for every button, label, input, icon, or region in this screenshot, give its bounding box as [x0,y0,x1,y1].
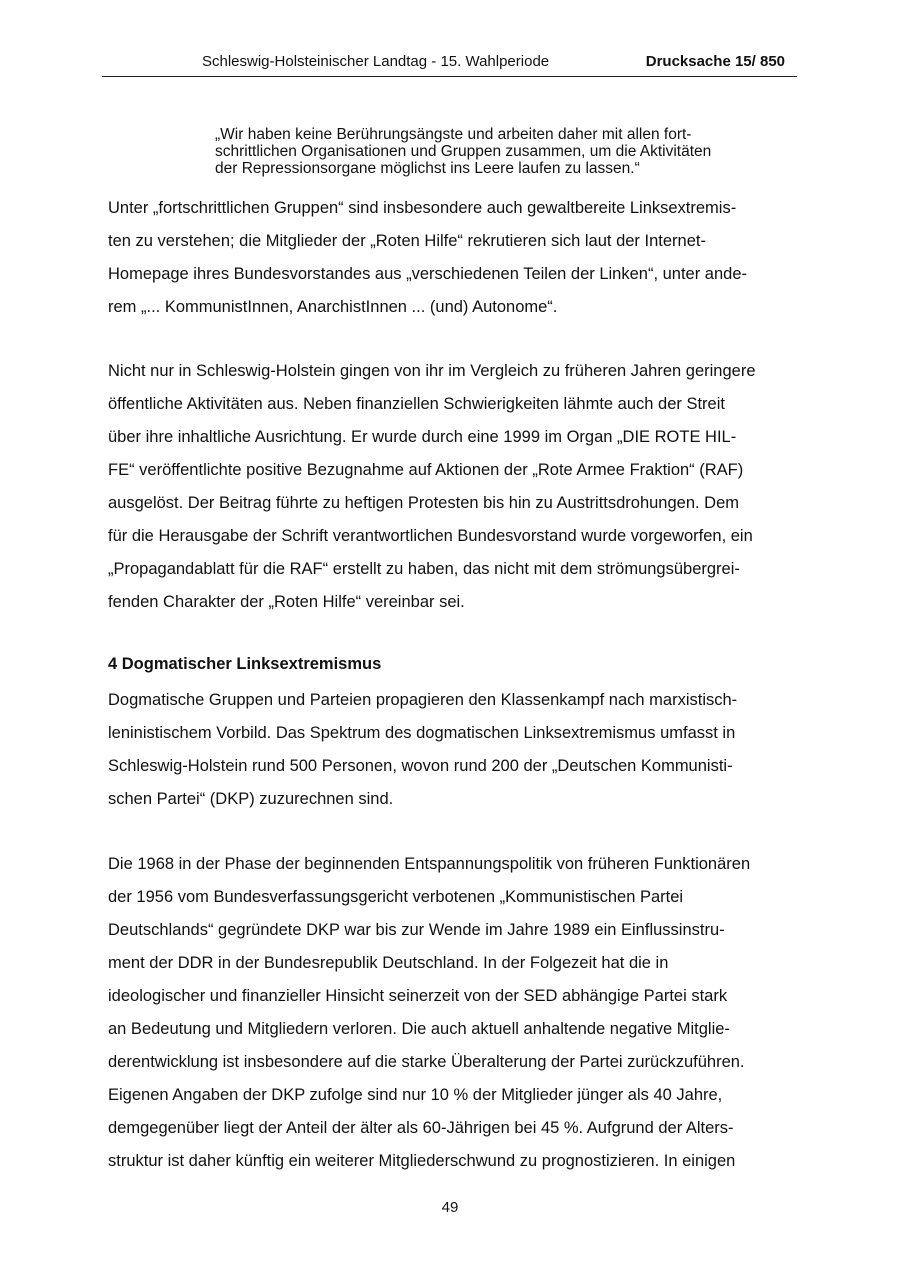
section-heading: 4 Dogmatischer Linksextremismus [108,655,382,673]
text-line: Schleswig-Holstein rund 500 Personen, wovon rund 200 der „Deutschen Kommunisti- [108,757,733,775]
text-line: an Bedeutung und Mitgliedern verloren. Die auch aktuell anhaltende negative Mitglie- [108,1020,730,1038]
text-line: ideologischer und finanzieller Hinsicht seinerzeit von der SED abhängige Partei stark [108,987,728,1005]
text-line: ausgelöst. Der Beitrag führte zu heftigen Protesten bis hin zu Austrittsdrohungen. Dem [108,494,740,512]
header-title: Schleswig-Holsteinischer Landtag - 15. Wahlperiode [202,53,550,70]
text-line: schen Partei“ (DKP) zuzurechnen sind. [108,790,394,808]
quote-line: schrittlichen Organisationen und Gruppen zusammen, um die Aktivitäten [215,143,712,160]
quote-line: der Repressionsorgane möglichst ins Leere laufen zu lassen.“ [215,160,640,177]
paragraph-dogmatic-groups [108,684,808,816]
quote-line: „Wir haben keine Berührungsängste und arbeiten daher mit allen fort- [215,126,692,143]
text-line: Nicht nur in Schleswig-Holstein gingen von ihr im Vergleich zu früheren Jahren geringere [108,362,756,380]
text-line: rem „... KommunistInnen, AnarchistInnen ... (und) Autonome“. [108,298,558,316]
page-number: 49 [441,1199,459,1216]
text-line: Die 1968 in der Phase der beginnenden Entspannungspolitik von früheren Funktionären [108,855,751,873]
block-quote [215,126,795,177]
paragraph-dkp-history [108,848,808,1178]
text-line: ten zu verstehen; die Mitglieder der „Roten Hilfe“ rekrutieren sich laut der Internet- [108,232,706,250]
text-line: struktur ist daher künftig ein weiterer Mitgliederschwund zu prognostizieren. In einigen [108,1152,736,1170]
text-line: FE“ veröffentlichte positive Bezugnahme auf Aktionen der „Rote Armee Fraktion“ (RAF) [108,461,744,479]
text-line: der 1956 vom Bundesverfassungsgericht verbotenen „Kommunistischen Partei [108,888,684,906]
text-line: für die Herausgabe der Schrift verantwortlichen Bundesvorstand wurde vorgeworfen, ein [108,527,753,545]
text-line: Unter „fortschrittlichen Gruppen“ sind insbesondere auch gewaltbereite Linksextremis- [108,199,737,217]
text-line: öffentliche Aktivitäten aus. Neben finanziellen Schwierigkeiten lähmte auch der Streit [108,395,725,413]
text-line: Deutschlands“ gegründete DKP war bis zur Wende im Jahre 1989 ein Einflussinstru- [108,921,725,939]
text-line: leninistischem Vorbild. Das Spektrum des dogmatischen Linksextremismus umfasst in [108,724,736,742]
text-line: über ihre inhaltliche Ausrichtung. Er wurde durch eine 1999 im Organ „DIE ROTE HIL- [108,428,737,446]
text-line: fenden Charakter der „Roten Hilfe“ vereinbar sei. [108,593,465,611]
text-line: demgegenüber liegt der Anteil der älter als 60-Jährigen bei 45 %. Aufgrund der Alters- [108,1119,734,1137]
text-line: Eigenen Angaben der DKP zufolge sind nur 10 % der Mitglieder jünger als 40 Jahre, [108,1086,723,1104]
text-line: ment der DDR in der Bundesrepublik Deutschland. In der Folgezeit hat die in [108,954,669,972]
text-line: Dogmatische Gruppen und Parteien propagieren den Klassenkampf nach marxistisch- [108,691,738,709]
text-line: Homepage ihres Bundesvorstandes aus „verschiedenen Teilen der Linken“, unter ande- [108,265,748,283]
paragraph-activities [108,355,808,619]
text-line: derentwicklung ist insbesondere auf die starke Überalterung der Partei zurückzuführen. [108,1053,745,1071]
paragraph-red-help-members [108,192,808,324]
document-number: Drucksache 15/ 850 [645,53,785,70]
page-header [102,50,797,77]
text-line: „Propagandablatt für die RAF“ erstellt zu haben, das nicht mit dem strömungsübergrei- [108,560,740,578]
